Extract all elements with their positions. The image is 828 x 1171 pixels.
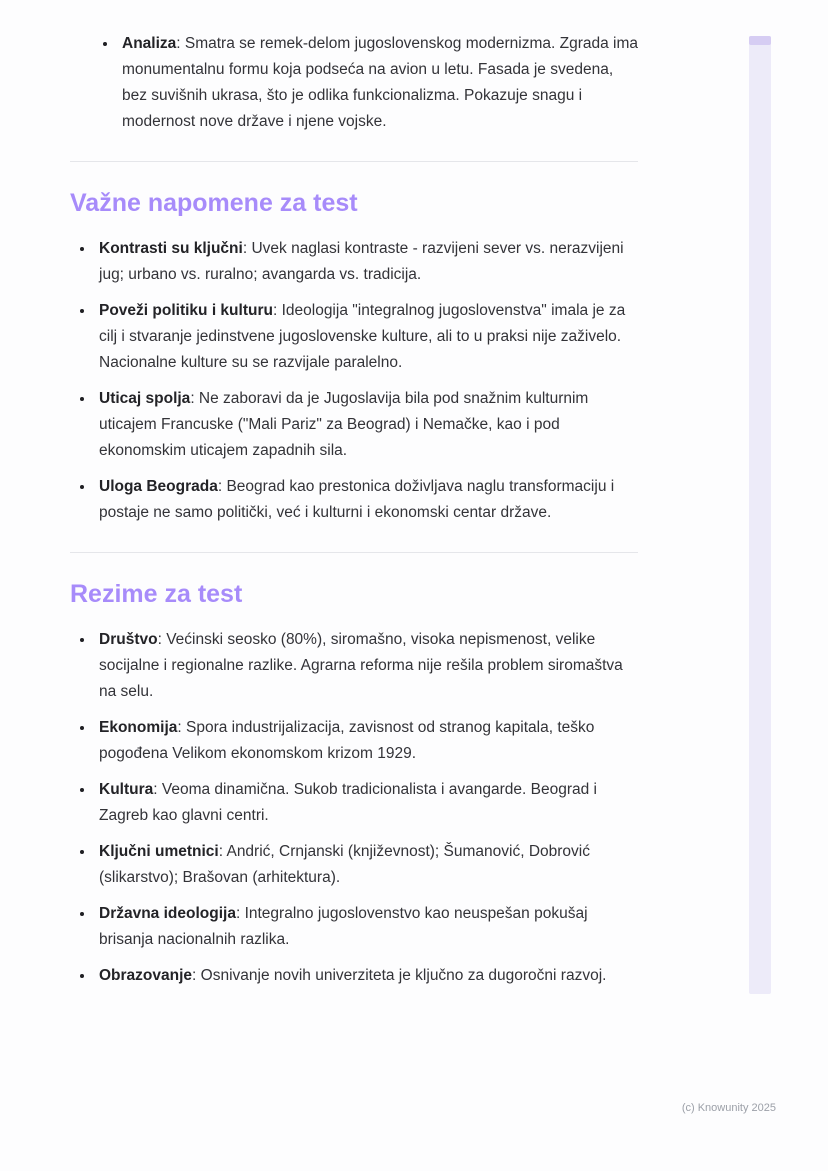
section-title-vazne-napomene: Važne napomene za test [70,189,358,217]
list-item [95,385,638,464]
bullet-term: Poveži politiku i kulturu [99,302,273,319]
bullet-term: Kultura [99,781,154,798]
list-item [95,838,638,891]
bullet-term: Ključni umetnici [99,843,219,860]
list-item [95,714,638,767]
section-bullet-list [70,626,638,989]
bullet-term: Državna ideologija [99,905,236,922]
bullet-term: Kontrasti su ključni [99,240,243,257]
scrollbar-track[interactable] [749,36,771,994]
bullet-text: : Veoma dinamična. Sukob tradicionalista i avangarde. Beograd i Zagreb kao glavni centri. [99,781,597,824]
list-item [95,776,638,829]
list-item [95,235,638,288]
list-item [95,962,638,989]
section-title-rezime: Rezime za test [70,580,243,608]
bullet-term: Društvo [99,631,158,648]
section-bullet-list [70,235,638,526]
bullet-term: Uticaj spolja [99,390,191,407]
bullet-text: : Smatra se remek-delom jugoslovenskog modernizma. Zgrada ima monumentalnu formu koja podseća na avion u letu. Fasada je svedena, bez suvišnih ukrasa, što je odlika funkcionalizma. Pokazuje snagu i modernost nove države i njene vojske. [122,35,639,130]
bullet-text: : Većinski seosko (80%), siromašno, visoka nepismenost, velike socijalne i regionalne razlike. Agrarna reforma nije rešila problem siromaštva na selu. [99,631,623,700]
list-item [95,900,638,953]
bullet-text: : Spora industrijalizacija, zavisnost od stranog kapitala, teško pogođena Velikom ekonomskom krizom 1929. [99,719,595,762]
bullet-text: : Ne zaboravi da je Jugoslavija bila pod snažnim kulturnim uticajem Francuske ("Mali Pariz" za Beograd) i Nemačke, kao i pod ekonomskim uticajem zapadnih sila. [99,390,589,459]
bullet-term: Ekonomija [99,719,178,736]
bullet-term: Analiza [122,35,177,52]
bullet-text: : Osnivanje novih univerziteta je ključno za dugoročni razvoj. [192,967,607,984]
bullet-text: : Ideologija "integralnog jugoslovenstva" imala je za cilj i stvaranje jedinstvene jugoslovenske kulture, ali to u praksi nije zaživelo. Nacionalne kulture su se razvijale paralelno. [99,302,626,371]
scrollbar-thumb[interactable] [749,36,771,45]
bullet-text: : Beograd kao prestonica doživljava naglu transformaciju i postaje ne samo politički, već i kulturni i ekonomski centar države. [99,478,615,521]
list-item [95,473,638,526]
intro-bullet-list [70,30,638,135]
section-divider [70,161,638,162]
copyright-text: (c) Knowunity 2025 [681,1102,776,1114]
list-item [95,626,638,705]
bullet-text: : Integralno jugoslovenstvo kao neuspešan pokušaj brisanja nacionalnih razlika. [99,905,588,948]
bullet-term: Obrazovanje [99,967,193,984]
section-divider [70,552,638,553]
bullet-text: : Andrić, Crnjanski (književnost); Šumanović, Dobrović (slikarstvo); Brašovan (arhitektura). [99,843,590,886]
list-item [118,30,638,135]
bullet-text: : Uvek naglasi kontraste - razvijeni sever vs. nerazvijeni jug; urbano vs. ruralno; avangarda vs. tradicija. [99,240,624,283]
list-item [95,297,638,376]
document-content [70,30,638,998]
bullet-term: Uloga Beograda [99,478,218,495]
